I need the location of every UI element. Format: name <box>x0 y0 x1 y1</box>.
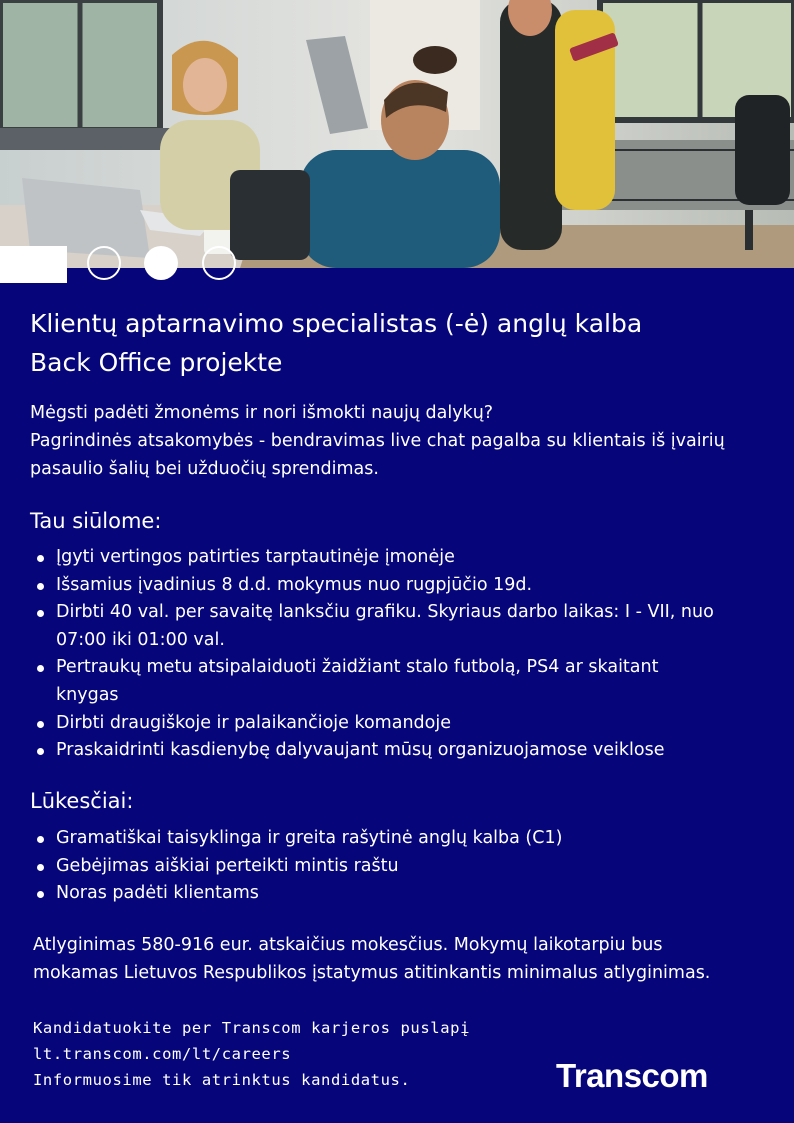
expectations-list <box>36 825 716 908</box>
expectations-heading: Lūkesčiai: <box>30 789 134 813</box>
salary-text <box>33 931 773 987</box>
circle-outline-icon <box>202 246 236 280</box>
circle-outline-icon <box>87 246 121 280</box>
title-line-2: Back Office projekte <box>30 348 283 377</box>
notice-line: Informuosime tik atrinktus kandidatus. <box>33 1071 411 1089</box>
white-bar-decor <box>0 246 67 283</box>
list-item: Gramatiškai taisyklinga ir greita rašytinė anglų kalba (C1) <box>36 825 716 853</box>
list-item: Dirbti 40 val. per savaitę lanksčiu grafiku. Skyriaus darbo laikas: I - VII, nuo 07:00 iki 01:00 val. <box>36 599 716 654</box>
list-item: Gebėjimas aiškiai perteikti mintis raštu <box>36 853 716 881</box>
intro-line-2: Pagrindinės atsakomybės - bendravimas live chat pagalba su klientais iš įvairių <box>30 431 725 451</box>
list-item: Įgyti vertingos patirties tarptautinėje įmonėje <box>36 544 716 572</box>
offer-list <box>36 544 716 765</box>
circle-filled-icon <box>144 246 178 280</box>
hero-photo <box>0 0 794 268</box>
salary-line-2: mokamas Lietuvos Respublikos įstatymus atitinkantis minimalus atlyginimas. <box>33 963 711 983</box>
intro-line-1: Mėgsti padėti žmonėms ir nori išmokti naujų dalykų? <box>30 403 494 423</box>
intro-line-3: pasaulio šalių bei užduočių sprendimas. <box>30 459 379 479</box>
transcom-logo: Transcom <box>556 1057 708 1094</box>
list-item: Pertraukų metu atsipalaiduoti žaidžiant stalo futbolą, PS4 ar skaitant knygas <box>36 654 716 709</box>
list-item: Išsamius įvadinius 8 d.d. mokymus nuo rugpjūčio 19d. <box>36 572 716 600</box>
apply-info <box>33 1015 470 1093</box>
list-item: Praskaidrinti kasdienybę dalyvaujant mūsų organizuojamose veiklose <box>36 737 716 765</box>
apply-line: Kandidatuokite per Transcom karjeros puslapį <box>33 1019 470 1037</box>
title-line-1: Klientų aptarnavimo specialistas (-ė) anglų kalba <box>30 309 643 338</box>
list-item: Noras padėti klientams <box>36 880 716 908</box>
carousel-indicators <box>0 244 260 284</box>
office-team-photo-icon <box>0 0 794 268</box>
offer-heading: Tau siūlome: <box>30 509 162 533</box>
page-title <box>30 304 750 382</box>
list-item: Dirbti draugiškoje ir palaikančioje komandoje <box>36 710 716 738</box>
careers-link[interactable]: lt.transcom.com/lt/careers <box>33 1045 292 1063</box>
salary-line-1: Atlyginimas 580-916 eur. atskaičius mokesčius. Mokymų laikotarpiu bus <box>33 935 663 955</box>
intro-text <box>30 399 760 483</box>
